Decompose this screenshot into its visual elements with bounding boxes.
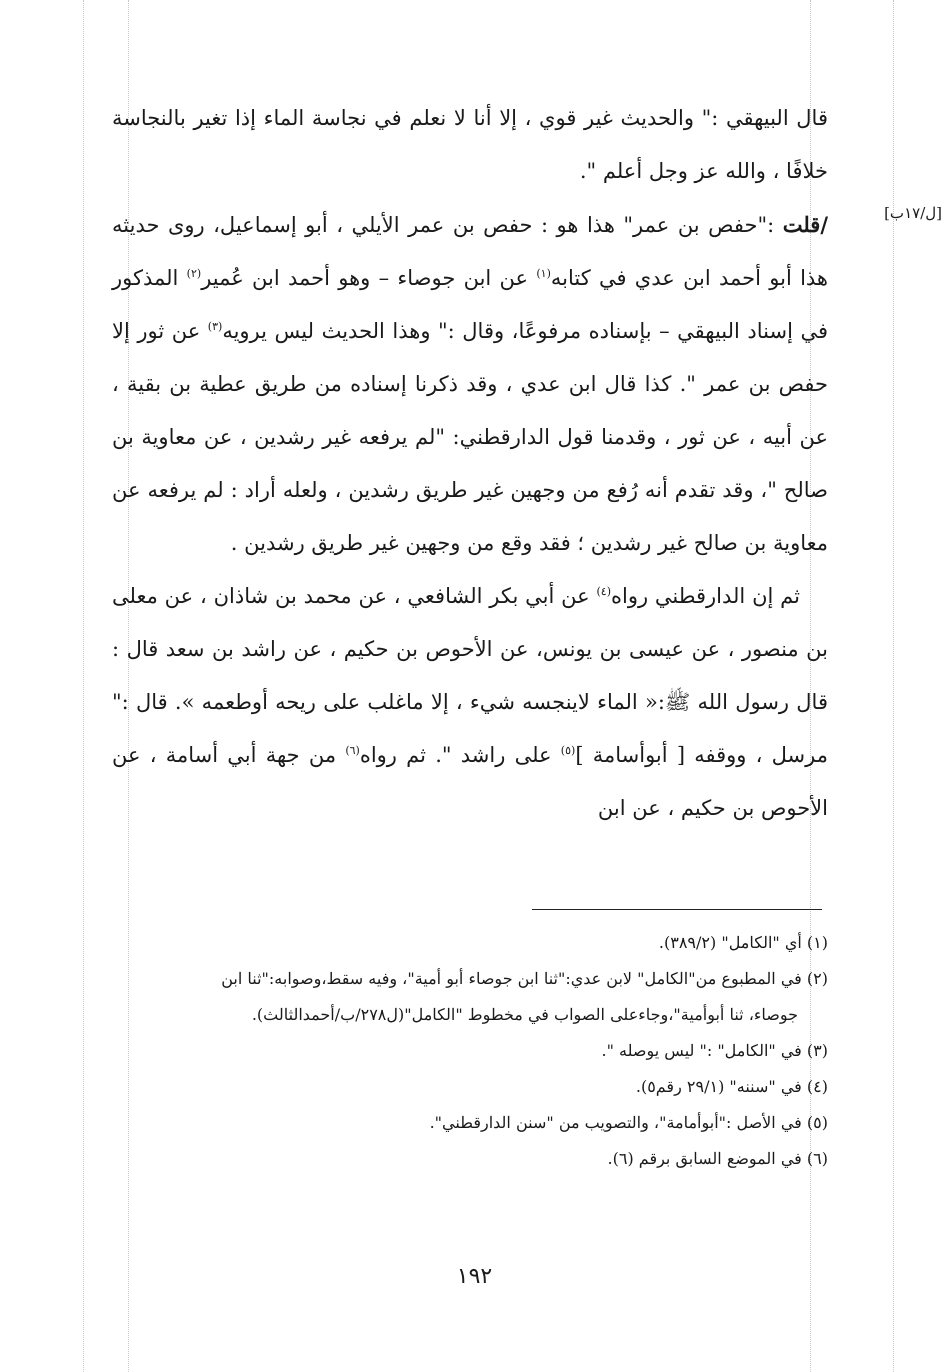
- footnote-5: (٥) في الأصل :"أبوأمامة"، والتصويب من "سنن الدارقطني".: [429, 1113, 828, 1132]
- footnote-ref[interactable]: (٣): [207, 320, 223, 333]
- text-line: قال البيهقي :" والحديث غير قوي ، إلا أنا لا نعلم في نجاسة الماء إذا تغير: [193, 106, 828, 130]
- footnote-6: (٦) في الموضع السابق برقم (٦).: [607, 1149, 828, 1168]
- text-run: عن أبي بكر الشافعي ، عن محمد بن شاذان ، عن معلى بن منصور ، عن عيسى بن يونس، عن الأحوص بن حكيم ، عن راشد بن سعد قال : قال رسول الله ﷺ:« الماء لاينجسه شيء ، إلا ماغلب على ريحه أوطعمه ». قال :" مرسل ، ووقفه [ أبوأسامة ]: [112, 584, 828, 767]
- text-run: عن ابن جوصاء – وهو أحمد ابن عُمير: [201, 266, 537, 290]
- footnote-separator: [532, 909, 822, 910]
- footnote-ref[interactable]: (٥): [560, 744, 576, 757]
- footnotes: [112, 925, 828, 1177]
- paragraph-1: [112, 92, 828, 198]
- footnote-1: (١) أي "الكامل" (٣٨٩/٢).: [658, 933, 828, 952]
- page-number: ١٩٢: [456, 1264, 493, 1289]
- main-text: [112, 92, 828, 835]
- text-run: :"حفص بن عمر" هذا هو : حفص بن عمر الأيلي ، أبو إسماعيل، روى حديثه هذا أبو أحمد ابن عدي في كتابه: [112, 213, 829, 290]
- footnote-ref[interactable]: (٤): [596, 585, 611, 598]
- scan-guide-line: [83, 0, 84, 1372]
- manuscript-folio-note: [ل/١٧ب]: [884, 204, 942, 222]
- qultu-heading: /قلت: [782, 212, 828, 237]
- paragraph-3: [112, 570, 828, 835]
- footnote-ref[interactable]: (٦): [345, 744, 360, 757]
- text-run: من جهة أبي أسامة ، عن الأحوص بن حكيم ، عن ابن: [112, 743, 828, 820]
- footnote-3: (٣) في "الكامل" :" ليس يوصله ".: [601, 1041, 828, 1060]
- footnote-ref[interactable]: (١): [536, 267, 551, 280]
- footnote-2-continued: جوصاء، ثنا أبوأمية"،وجاءعلى الصواب في مخطوط "الكامل"(ل٢٧٨/ب/أحمدالثالث).: [251, 1005, 798, 1024]
- text-run: عن ثور إلا حفص بن عمر ". كذا قال ابن عدي ، وقد ذكرنا إسناده من طريق عطية بن بقية ، عن أبيه ، عن ثور ، وقدمنا قول الدارقطني: "لم يرفعه غير رشدين ، عن معاوية بن صالح "، وقد تقدم أنه رُفع من وجهين غير طريق رشدين ، ولعله أراد : لم يرفعه عن معاوية بن صالح غير رشدين ؛ فقد وقع من وجهين غير طريق رشدين .: [112, 319, 828, 555]
- footnote-2: (٢) في المطبوع من"الكامل" لابن عدي:"ثنا ابن جوصاء أبو أمية"، وفيه سقط،وصوابه:"ثنا ابن: [221, 969, 828, 988]
- footnote-4: (٤) في "سننه" (٢٩/١ رقم٥).: [635, 1077, 828, 1096]
- text-run: المذكور في إسناد البيهقي – بإسناده مرفوعًا، وقال :" وهذا الحديث ليس يرويه: [112, 266, 829, 343]
- text-run: على راشد ". ثم رواه: [359, 743, 561, 767]
- footnote-ref[interactable]: (٢): [186, 267, 202, 280]
- paragraph-2: [112, 198, 828, 570]
- text-run: ثم إن الدارقطني رواه: [610, 584, 800, 608]
- text-line: بالنجاسة خلافًا ، والله عز وجل أعلم ".: [112, 106, 828, 183]
